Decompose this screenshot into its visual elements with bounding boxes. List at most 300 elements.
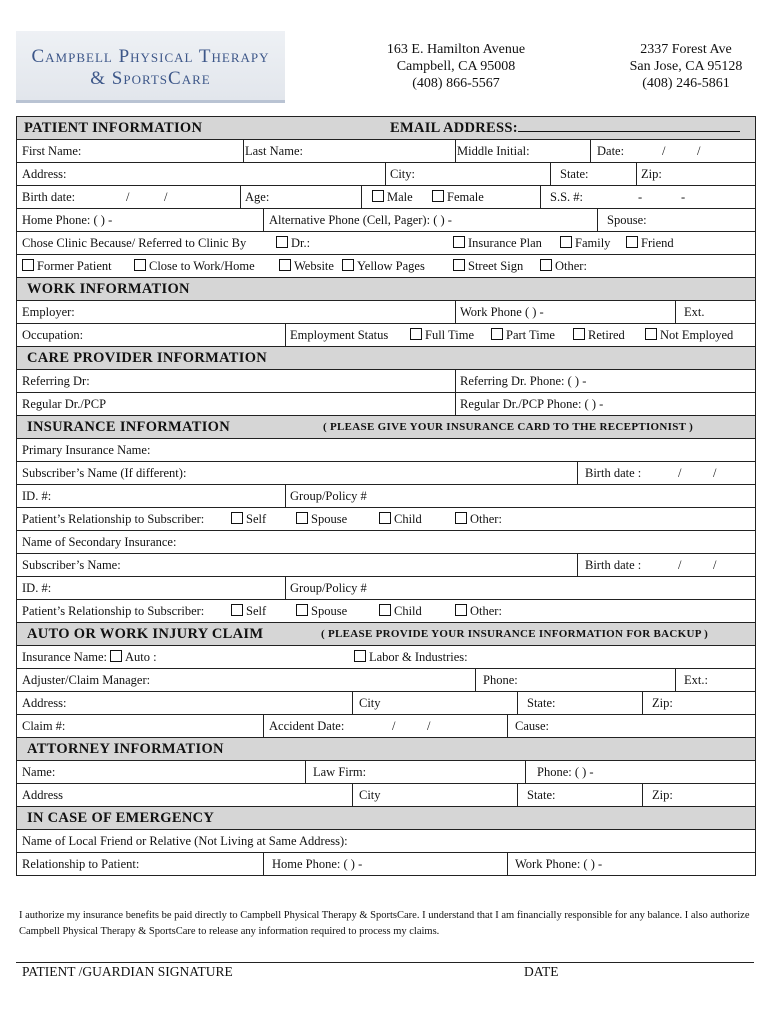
column-divider bbox=[285, 324, 286, 346]
field-label bbox=[22, 761, 55, 783]
field-text: State: bbox=[527, 696, 556, 710]
checkbox-icon[interactable] bbox=[410, 328, 422, 340]
form-row bbox=[17, 554, 755, 577]
checkbox-option[interactable] bbox=[354, 646, 468, 668]
checkbox-option[interactable] bbox=[231, 508, 266, 530]
injury-claim-header bbox=[17, 623, 755, 646]
form-row bbox=[17, 324, 755, 347]
field-label bbox=[22, 715, 65, 737]
field-text: Insurance Name: bbox=[22, 650, 108, 664]
checkbox-icon[interactable] bbox=[626, 236, 638, 248]
section-title bbox=[321, 623, 708, 645]
field-label bbox=[460, 370, 586, 392]
address-street: 163 E. Hamilton Avenue bbox=[386, 42, 526, 57]
field-text: Self bbox=[246, 604, 267, 618]
checkbox-icon[interactable] bbox=[276, 236, 288, 248]
field-text: Claim #: bbox=[22, 719, 66, 733]
form-row bbox=[17, 830, 755, 853]
checkbox-option[interactable] bbox=[410, 324, 474, 346]
field-label bbox=[313, 761, 366, 783]
column-divider bbox=[455, 370, 456, 392]
email-input-line[interactable] bbox=[518, 119, 740, 132]
form-row bbox=[17, 232, 755, 255]
field-text: Part Time bbox=[506, 328, 555, 342]
form-row bbox=[17, 439, 755, 462]
field-label bbox=[22, 301, 75, 323]
field-text: Phone: ( ) - bbox=[537, 765, 594, 779]
form-row bbox=[17, 462, 755, 485]
date-label: DATE bbox=[524, 964, 559, 979]
logo-line-1: Campbell Physical Therapy bbox=[31, 46, 270, 67]
field-text: Other: bbox=[470, 512, 502, 526]
field-text: Birth date : bbox=[585, 466, 642, 480]
field-label bbox=[681, 186, 685, 208]
checkbox-icon[interactable] bbox=[231, 512, 243, 524]
field-text: Yellow Pages bbox=[357, 259, 425, 273]
field-label bbox=[22, 393, 106, 415]
field-text: City bbox=[359, 788, 381, 802]
field-text: State: bbox=[560, 167, 589, 181]
checkbox-option[interactable] bbox=[573, 324, 625, 346]
checkbox-icon[interactable] bbox=[560, 236, 572, 248]
checkbox-icon[interactable] bbox=[354, 650, 366, 662]
field-label bbox=[269, 715, 344, 737]
checkbox-icon[interactable] bbox=[455, 512, 467, 524]
field-text: Birth date : bbox=[585, 558, 642, 572]
field-text: Child bbox=[394, 604, 422, 618]
field-label bbox=[457, 140, 530, 162]
field-text: / bbox=[697, 144, 701, 158]
column-divider bbox=[577, 554, 578, 576]
section-title bbox=[27, 807, 214, 829]
field-label bbox=[22, 140, 81, 162]
field-text: Self bbox=[246, 512, 267, 526]
form-row bbox=[17, 140, 755, 163]
checkbox-option[interactable] bbox=[134, 255, 255, 277]
column-divider bbox=[455, 393, 456, 415]
column-divider bbox=[577, 462, 578, 484]
field-label bbox=[607, 209, 647, 231]
field-text: Address bbox=[22, 788, 63, 802]
field-text: Middle Initial: bbox=[457, 144, 530, 158]
checkbox-icon[interactable] bbox=[491, 328, 503, 340]
address-phone: (408) 866-5567 bbox=[412, 76, 500, 91]
section-title bbox=[27, 278, 190, 300]
checkbox-option[interactable] bbox=[372, 186, 413, 208]
field-label bbox=[527, 784, 555, 806]
work-info-header bbox=[17, 278, 755, 301]
field-text: Not Employed bbox=[660, 328, 734, 342]
field-label bbox=[678, 554, 681, 576]
field-label bbox=[585, 462, 641, 484]
field-label bbox=[390, 163, 415, 185]
field-text: ( PLEASE PROVIDE YOUR INSURANCE INFORMATION FOR BACKUP ) bbox=[321, 628, 709, 640]
field-text: Former Patient bbox=[37, 259, 112, 273]
form-row bbox=[17, 761, 755, 784]
field-text: Last Name: bbox=[245, 144, 303, 158]
field-text: EMAIL ADDRESS: bbox=[390, 120, 518, 136]
address-phone: (408) 246-5861 bbox=[642, 76, 730, 91]
column-divider bbox=[507, 853, 508, 875]
column-divider bbox=[475, 669, 476, 691]
checkbox-icon[interactable] bbox=[573, 328, 585, 340]
field-text: Street Sign bbox=[468, 259, 524, 273]
field-label bbox=[560, 163, 588, 185]
checkbox-option[interactable] bbox=[453, 232, 542, 254]
field-label bbox=[22, 784, 63, 806]
field-text: Law Firm: bbox=[313, 765, 367, 779]
form-row bbox=[17, 508, 755, 531]
field-label bbox=[515, 853, 602, 875]
field-label bbox=[22, 209, 112, 231]
field-text: S.S. #: bbox=[550, 190, 584, 204]
field-label bbox=[290, 577, 367, 599]
checkbox-option[interactable] bbox=[296, 600, 347, 622]
field-label bbox=[597, 140, 624, 162]
field-label bbox=[678, 462, 681, 484]
field-text: Name: bbox=[22, 765, 56, 779]
field-label bbox=[527, 692, 555, 714]
field-text: First Name: bbox=[22, 144, 82, 158]
field-text: Employment Status bbox=[290, 328, 389, 342]
section-title bbox=[27, 416, 230, 438]
field-label bbox=[662, 140, 665, 162]
field-label bbox=[427, 715, 430, 737]
checkbox-icon[interactable] bbox=[22, 259, 34, 271]
field-text: PATIENT INFORMATION bbox=[24, 120, 203, 136]
field-label bbox=[638, 186, 642, 208]
field-text: Adjuster/Claim Manager: bbox=[22, 673, 151, 687]
field-text: Website bbox=[294, 259, 334, 273]
field-label bbox=[641, 163, 662, 185]
column-divider bbox=[517, 784, 518, 806]
field-label bbox=[290, 324, 388, 346]
field-label bbox=[684, 301, 704, 323]
checkbox-option[interactable] bbox=[110, 646, 157, 668]
checkbox-option[interactable] bbox=[279, 255, 334, 277]
form-row bbox=[17, 485, 755, 508]
checkbox-icon[interactable] bbox=[296, 604, 308, 616]
checkbox-option[interactable] bbox=[453, 255, 523, 277]
column-divider bbox=[385, 163, 386, 185]
checkbox-icon[interactable] bbox=[372, 190, 384, 202]
field-label bbox=[515, 715, 549, 737]
field-text: Subscriber’s Name: bbox=[22, 558, 121, 572]
column-divider bbox=[285, 577, 286, 599]
field-text: Date: bbox=[597, 144, 625, 158]
field-text: Age: bbox=[245, 190, 270, 204]
form-row bbox=[17, 255, 755, 278]
field-text: Other: bbox=[555, 259, 587, 273]
field-text: Other: bbox=[470, 604, 502, 618]
signature-line bbox=[16, 962, 754, 963]
care-provider-header bbox=[17, 347, 755, 370]
column-divider bbox=[642, 784, 643, 806]
field-text: State: bbox=[527, 788, 556, 802]
form-row bbox=[17, 853, 755, 876]
checkbox-option[interactable] bbox=[276, 232, 310, 254]
field-label bbox=[22, 485, 51, 507]
field-label bbox=[22, 163, 66, 185]
field-text: ID. #: bbox=[22, 581, 52, 595]
field-text: Referring Dr: bbox=[22, 374, 90, 388]
field-text: / bbox=[713, 558, 717, 572]
checkbox-icon[interactable] bbox=[432, 190, 444, 202]
checkbox-icon[interactable] bbox=[134, 259, 146, 271]
logo-line-2: & SportsCare bbox=[90, 68, 211, 89]
checkbox-icon[interactable] bbox=[379, 604, 391, 616]
address-city: Campbell, CA 95008 bbox=[396, 59, 516, 74]
form-row bbox=[17, 784, 755, 807]
field-label bbox=[22, 577, 51, 599]
column-divider bbox=[243, 140, 244, 162]
field-label bbox=[585, 554, 641, 576]
field-text: Ext.: bbox=[684, 673, 708, 687]
checkbox-icon[interactable] bbox=[453, 236, 465, 248]
field-text: Phone: bbox=[483, 673, 518, 687]
field-label bbox=[245, 186, 269, 208]
form-row bbox=[17, 163, 755, 186]
checkbox-icon[interactable] bbox=[453, 259, 465, 271]
field-text: - bbox=[681, 190, 686, 204]
field-label bbox=[290, 485, 367, 507]
field-label bbox=[22, 600, 204, 622]
checkbox-option[interactable] bbox=[540, 255, 587, 277]
column-divider bbox=[352, 784, 353, 806]
field-text: Alternative Phone (Cell, Pager): ( ) - bbox=[269, 213, 452, 227]
checkbox-option[interactable] bbox=[22, 255, 112, 277]
form-row bbox=[17, 715, 755, 738]
column-divider bbox=[361, 186, 362, 208]
field-label bbox=[22, 324, 83, 346]
checkbox-icon[interactable] bbox=[379, 512, 391, 524]
column-divider bbox=[263, 209, 264, 231]
section-title bbox=[390, 117, 740, 139]
checkbox-icon[interactable] bbox=[231, 604, 243, 616]
field-label bbox=[713, 554, 716, 576]
checkbox-option[interactable] bbox=[455, 600, 502, 622]
field-text: Labor & Industries: bbox=[369, 650, 468, 664]
field-text: Employer: bbox=[22, 305, 75, 319]
field-text: Primary Insurance Name: bbox=[22, 443, 151, 457]
field-label bbox=[22, 508, 204, 530]
checkbox-option[interactable] bbox=[296, 508, 347, 530]
checkbox-option[interactable] bbox=[491, 324, 555, 346]
form-row bbox=[17, 692, 755, 715]
field-text: Spouse bbox=[311, 604, 348, 618]
field-label bbox=[460, 301, 544, 323]
checkbox-option[interactable] bbox=[342, 255, 425, 277]
checkbox-icon[interactable] bbox=[342, 259, 354, 271]
column-divider bbox=[507, 715, 508, 737]
field-text: Friend bbox=[641, 236, 674, 250]
section-title bbox=[27, 347, 267, 369]
address-street: 2337 Forest Ave bbox=[640, 42, 732, 57]
form-row bbox=[17, 669, 755, 692]
field-label bbox=[22, 439, 150, 461]
form-row bbox=[17, 577, 755, 600]
field-label bbox=[245, 140, 303, 162]
attorney-header bbox=[17, 738, 755, 761]
column-divider bbox=[597, 209, 598, 231]
patient-info-header bbox=[17, 117, 755, 140]
field-text: AUTO OR WORK INJURY CLAIM bbox=[27, 626, 264, 642]
column-divider bbox=[263, 853, 264, 875]
field-text: City bbox=[359, 696, 381, 710]
form-row bbox=[17, 301, 755, 324]
field-text: Subscriber’s Name (If different): bbox=[22, 466, 187, 480]
field-label bbox=[697, 140, 700, 162]
field-label bbox=[164, 186, 167, 208]
patient-signature-label: PATIENT /GUARDIAN SIGNATURE bbox=[22, 964, 233, 979]
column-divider bbox=[675, 669, 676, 691]
field-label bbox=[684, 669, 708, 691]
field-label bbox=[713, 462, 716, 484]
field-text: Work Phone: ( ) - bbox=[515, 857, 603, 871]
field-label bbox=[483, 669, 518, 691]
field-label bbox=[22, 692, 66, 714]
field-label bbox=[22, 830, 348, 852]
field-label bbox=[126, 186, 129, 208]
field-label bbox=[460, 393, 603, 415]
field-text: Zip: bbox=[652, 788, 673, 802]
field-text: Male bbox=[387, 190, 413, 204]
field-text: Full Time bbox=[425, 328, 474, 342]
field-label bbox=[269, 209, 452, 231]
field-text: Regular Dr./PCP Phone: ( ) - bbox=[460, 397, 604, 411]
form-row bbox=[17, 370, 755, 393]
campbell-address bbox=[356, 41, 556, 92]
column-divider bbox=[540, 186, 541, 208]
column-divider bbox=[352, 692, 353, 714]
field-label bbox=[272, 853, 362, 875]
section-title bbox=[27, 738, 224, 760]
column-divider bbox=[525, 761, 526, 783]
field-text: Zip: bbox=[652, 696, 673, 710]
field-text: Dr.: bbox=[291, 236, 311, 250]
authorization-statement: I authorize my insurance benefits be paid directly to Campbell Physical Therapy & SportsCare. I understand that I am financially responsible for any balance. I also authorize Campbell Physical Therapy & SportsCare to release any information required to process my claims. bbox=[19, 910, 750, 937]
field-text: Female bbox=[447, 190, 484, 204]
checkbox-option[interactable] bbox=[626, 232, 674, 254]
field-text: Birth date: bbox=[22, 190, 76, 204]
field-label bbox=[22, 462, 186, 484]
field-text: Patient’s Relationship to Subscriber: bbox=[22, 604, 205, 618]
field-label bbox=[22, 186, 75, 208]
checkbox-option[interactable] bbox=[455, 508, 502, 530]
field-text: / bbox=[678, 466, 682, 480]
checkbox-option[interactable] bbox=[432, 186, 484, 208]
checkbox-icon[interactable] bbox=[279, 259, 291, 271]
field-text: Name of Local Friend or Relative (Not Living at Same Address): bbox=[22, 834, 348, 848]
form-row bbox=[17, 600, 755, 623]
field-text: / bbox=[678, 558, 682, 572]
field-label bbox=[537, 761, 594, 783]
field-text: ID. #: bbox=[22, 489, 52, 503]
checkbox-icon[interactable] bbox=[455, 604, 467, 616]
field-text: Work Phone ( ) - bbox=[460, 305, 544, 319]
field-text: INSURANCE INFORMATION bbox=[27, 419, 230, 435]
section-title bbox=[27, 623, 263, 645]
field-text: Family bbox=[575, 236, 611, 250]
field-label bbox=[22, 669, 150, 691]
field-text: Occupation: bbox=[22, 328, 84, 342]
field-text: Chose Clinic Because/ Referred to Clinic By bbox=[22, 236, 247, 250]
field-label bbox=[652, 784, 673, 806]
field-text: Relationship to Patient: bbox=[22, 857, 140, 871]
field-label bbox=[359, 784, 381, 806]
field-text: Name of Secondary Insurance: bbox=[22, 535, 177, 549]
checkbox-icon[interactable] bbox=[296, 512, 308, 524]
field-text: / bbox=[427, 719, 431, 733]
checkbox-option[interactable] bbox=[560, 232, 610, 254]
field-text: / bbox=[662, 144, 666, 158]
field-text: / bbox=[713, 466, 717, 480]
column-divider bbox=[642, 692, 643, 714]
insurance-header bbox=[17, 416, 755, 439]
column-divider bbox=[517, 692, 518, 714]
field-text: Accident Date: bbox=[269, 719, 345, 733]
field-label bbox=[392, 715, 395, 737]
checkbox-icon[interactable] bbox=[110, 650, 122, 662]
field-text: CARE PROVIDER INFORMATION bbox=[27, 350, 268, 366]
field-text: Child bbox=[394, 512, 422, 526]
field-label bbox=[359, 692, 381, 714]
field-text: / bbox=[164, 190, 168, 204]
address-city: San Jose, CA 95128 bbox=[629, 59, 743, 74]
san-jose-address bbox=[606, 41, 766, 92]
field-label bbox=[22, 646, 107, 668]
checkbox-option[interactable] bbox=[231, 600, 266, 622]
column-divider bbox=[455, 301, 456, 323]
field-text: Address: bbox=[22, 167, 67, 181]
field-text: / bbox=[126, 190, 130, 204]
field-text: Auto : bbox=[125, 650, 157, 664]
field-text: / bbox=[392, 719, 396, 733]
section-title bbox=[323, 416, 693, 438]
field-text: City: bbox=[390, 167, 416, 181]
field-text: Address: bbox=[22, 696, 67, 710]
checkbox-icon[interactable] bbox=[645, 328, 657, 340]
field-text: Ext. bbox=[684, 305, 705, 319]
field-text: Retired bbox=[588, 328, 625, 342]
checkbox-option[interactable] bbox=[379, 600, 422, 622]
checkbox-option[interactable] bbox=[645, 324, 733, 346]
form-row bbox=[17, 186, 755, 209]
checkbox-option[interactable] bbox=[379, 508, 422, 530]
field-text: Group/Policy # bbox=[290, 489, 367, 503]
column-divider bbox=[240, 186, 241, 208]
field-label bbox=[22, 853, 139, 875]
intake-form-table bbox=[16, 116, 756, 876]
field-text: WORK INFORMATION bbox=[27, 281, 190, 297]
column-divider bbox=[590, 140, 591, 162]
column-divider bbox=[285, 485, 286, 507]
field-text: Zip: bbox=[641, 167, 662, 181]
field-text: Spouse: bbox=[607, 213, 647, 227]
form-row bbox=[17, 393, 755, 416]
field-text: ATTORNEY INFORMATION bbox=[27, 741, 224, 757]
checkbox-icon[interactable] bbox=[540, 259, 552, 271]
field-text: Close to Work/Home bbox=[149, 259, 255, 273]
field-text: ( PLEASE GIVE YOUR INSURANCE CARD TO THE RECEPTIONIST ) bbox=[323, 421, 694, 433]
field-text: Referring Dr. Phone: ( ) - bbox=[460, 374, 587, 388]
section-title bbox=[24, 117, 202, 139]
column-divider bbox=[675, 301, 676, 323]
field-label bbox=[22, 370, 90, 392]
field-text: Group/Policy # bbox=[290, 581, 367, 595]
form-row bbox=[17, 209, 755, 232]
field-text: Home Phone: ( ) - bbox=[22, 213, 113, 227]
